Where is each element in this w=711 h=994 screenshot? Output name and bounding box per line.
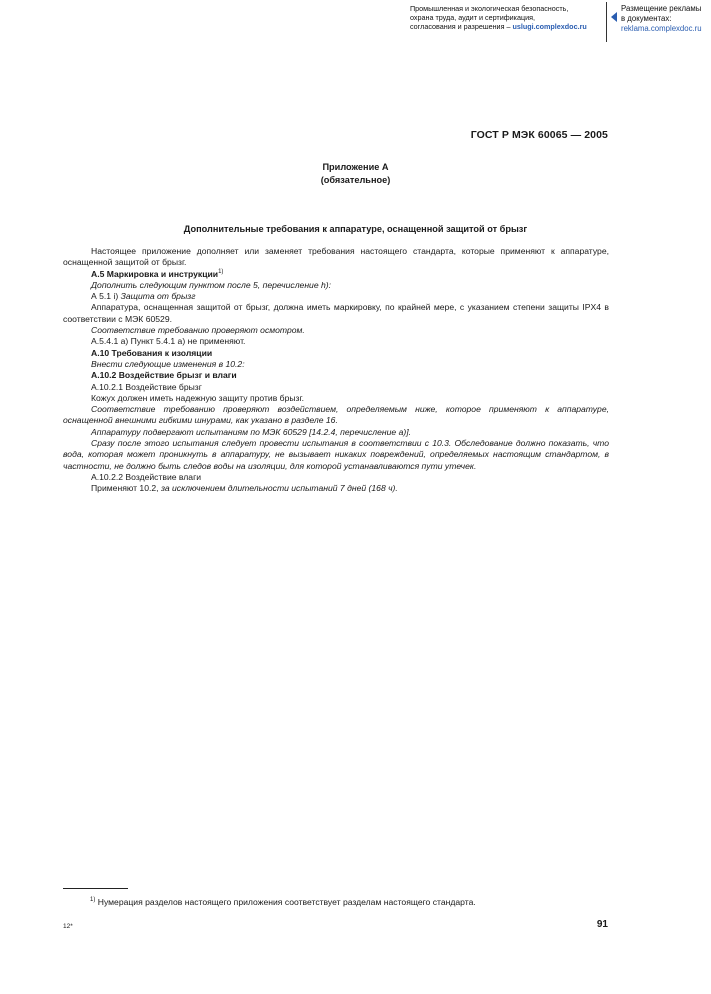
footnote-divider bbox=[63, 888, 128, 889]
a51-heading bbox=[63, 291, 609, 302]
a51-text: Аппаратура, оснащенная защитой от брызг, должна иметь маркировку, по крайней мере, с указанием степени защиты IPX4 в соответствии с МЭК 60529. bbox=[63, 302, 609, 324]
arrow-left-icon bbox=[611, 12, 617, 22]
a1022-text bbox=[63, 483, 609, 494]
ad-left-link[interactable]: uslugi.complexdoc.ru bbox=[512, 22, 587, 31]
ad-left-line2: охрана труда, аудит и сертификация, bbox=[410, 13, 535, 22]
footnote bbox=[90, 897, 610, 907]
a1021-after: Сразу после этого испытания следует провести испытания в соответствии с 10.3. Обследование должно показать, что вода, которая может проникнуть в аппаратуру, не вызывает никаких повреждений, определяемых настоящим стандартом, в частности, не должно быть следов воды на изоляции, для которой устанавливаются пути утечек. bbox=[63, 438, 609, 471]
a5-footnote-mark: 1) bbox=[218, 268, 224, 275]
a102-heading bbox=[63, 370, 609, 381]
a541-text: А.5.4.1 а) Пункт 5.4.1 а) не применяют. bbox=[91, 336, 246, 347]
ad-right-line2: в документах: bbox=[621, 14, 672, 23]
section-title: Дополнительные требования к аппаратуре, оснащенной защитой от брызг bbox=[183, 224, 528, 234]
appendix-title: Приложение А bbox=[322, 162, 389, 172]
footnote-mark: 1) bbox=[90, 897, 96, 904]
a5-heading bbox=[63, 269, 609, 280]
a10-title: А.10 Требования к изоляции bbox=[91, 347, 213, 358]
ad-left-block bbox=[410, 4, 600, 31]
ad-right-block bbox=[621, 4, 709, 34]
a1022-prefix: Применяют 10.2, bbox=[91, 483, 161, 494]
a51-check: Соответствие требованию проверяют осмотром. bbox=[91, 325, 305, 336]
a10-heading bbox=[63, 348, 609, 359]
ad-left-line3 bbox=[410, 22, 600, 31]
a1022-italic: за исключением длительности испытаний 7 дней (168 ч). bbox=[160, 483, 398, 494]
a51-prefix: А 5.1 i) bbox=[91, 291, 121, 302]
a1021-test: Аппаратуру подвергают испытаниям по МЭК 60529 [14.2.4, перечисление а)]. bbox=[91, 426, 412, 437]
page-code: 12* bbox=[63, 923, 73, 930]
a1021-text: Кожух должен иметь надежную защиту против брызг. bbox=[91, 392, 304, 403]
document-body bbox=[63, 246, 609, 495]
ad-left-line1: Промышленная и экологическая безопасность, bbox=[410, 4, 569, 13]
a5-title: А.5 Маркировка и инструкции bbox=[91, 268, 219, 279]
ad-right-link[interactable]: reklama.complexdoc.ru bbox=[621, 24, 702, 33]
a51-title: Защита от брызг bbox=[120, 291, 196, 302]
a10-note: Внести следующие изменения в 10.2: bbox=[91, 358, 245, 369]
page-number: 91 bbox=[596, 919, 608, 930]
intro-paragraph: Настоящее приложение дополняет или заменяет требования настоящего стандарта, которые применяют к аппаратуре, оснащенной защитой от брызг. bbox=[63, 246, 609, 268]
a5-note: Дополнить следующим пунктом после 5, перечисление h): bbox=[91, 279, 332, 290]
a102-title: А.10.2 Воздействие брызг и влаги bbox=[91, 370, 237, 381]
a1021-heading: А.10.2.1 Воздействие брызг bbox=[91, 381, 202, 392]
appendix-subtitle: (обязательное) bbox=[320, 175, 391, 185]
standard-header: ГОСТ Р МЭК 60065 — 2005 bbox=[470, 129, 608, 141]
ad-divider bbox=[606, 2, 607, 42]
a1022-heading: А.10.2.2 Воздействие влаги bbox=[91, 471, 202, 482]
a1021-check: Соответствие требованию проверяют воздействием, определяемым ниже, которое применяют к аппаратуре, оснащенной внешними гибкими шнурами, как указано в разделе 16. bbox=[63, 404, 609, 426]
footnote-text: Нумерация разделов настоящего приложения соответствует разделам настоящего стандарта. bbox=[97, 897, 476, 907]
ad-left-line3-prefix: согласования и разрешения – bbox=[410, 22, 513, 31]
ad-right-line1: Размещение рекламы bbox=[621, 4, 702, 13]
